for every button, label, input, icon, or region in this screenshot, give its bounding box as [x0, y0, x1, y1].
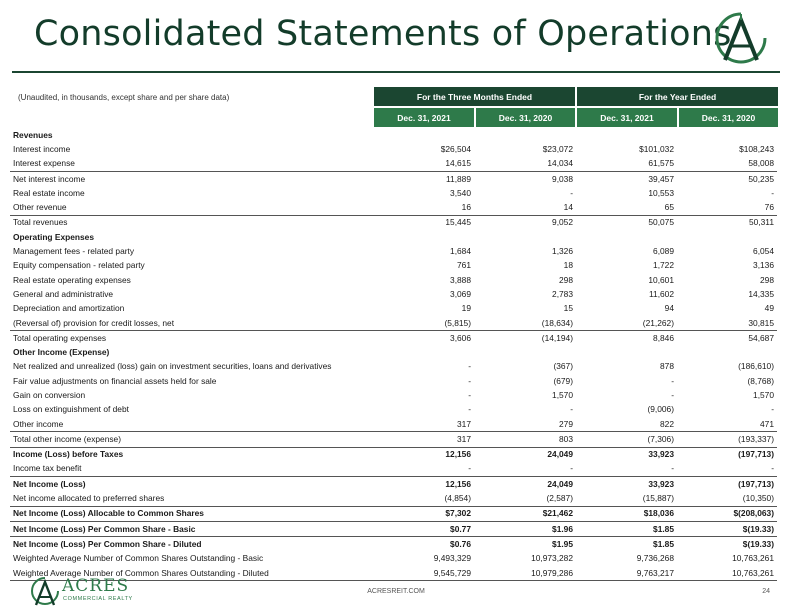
table-row [10, 522, 777, 537]
row-label: Net Income (Loss) [10, 477, 374, 492]
row-value: 14 [563, 202, 573, 213]
row-value: - [468, 404, 471, 415]
row-value: 9,736,268 [636, 553, 674, 564]
row-value: 317 [374, 432, 474, 447]
row-value: (15,887) [642, 493, 674, 504]
row-value: 298 [559, 274, 573, 285]
table-row [10, 388, 777, 402]
header-col-q-2020: Dec. 31, 2020 [476, 108, 575, 127]
row-value [474, 128, 576, 142]
table-row [10, 417, 777, 432]
table-row [10, 360, 777, 374]
row-label: Real estate operating expenses [13, 274, 131, 285]
row-value: 3,136 [753, 260, 774, 271]
row-value: (21,262) [642, 317, 674, 328]
table-row [10, 200, 777, 215]
row-value: 12,156 [374, 447, 474, 462]
row-value: 50,235 [677, 171, 777, 186]
row-label: Equity compensation - related party [13, 260, 145, 271]
row-value: - [671, 389, 674, 400]
row-label: Weighted Average Number of Common Shares Outstanding - Diluted [10, 566, 374, 581]
table-row [10, 142, 777, 156]
row-value: 10,601 [648, 274, 674, 285]
row-value: 54,687 [677, 331, 777, 346]
row-value: 11,889 [374, 171, 474, 186]
row-value [474, 345, 576, 359]
row-value: 8,846 [576, 331, 677, 346]
row-value [677, 230, 777, 244]
row-value: 10,763,261 [677, 566, 777, 581]
row-label: Total other income (expense) [10, 432, 374, 447]
row-value: 878 [660, 361, 674, 372]
row-value: 50,311 [677, 215, 777, 230]
row-value: - [468, 463, 471, 474]
row-label: Net Income (Loss) Per Common Share - Basic [10, 522, 374, 537]
row-label: Operating Expenses [13, 231, 94, 242]
row-label: Interest expense [13, 158, 75, 169]
row-label: Income (Loss) before Taxes [10, 447, 374, 462]
row-value: 298 [760, 274, 774, 285]
row-value: (7,306) [576, 432, 677, 447]
table-row [10, 157, 777, 172]
row-value: 1,570 [552, 389, 573, 400]
row-value: $1.85 [576, 537, 677, 552]
row-value [576, 345, 677, 359]
table-row [10, 171, 777, 186]
table-row [10, 552, 777, 566]
row-value: 10,979,286 [474, 566, 576, 581]
row-value: 24,049 [474, 447, 576, 462]
footer-brand-sub: COMMERCIAL REALTY [63, 596, 133, 602]
row-value: 65 [664, 202, 674, 213]
row-label: Net realized and unrealized (loss) gain on investment securities, loans and derivatives [13, 361, 332, 372]
row-label: Management fees - related party [13, 246, 135, 257]
header-three-months: For the Three Months Ended [374, 87, 575, 106]
row-value: $1.95 [474, 537, 576, 552]
row-value: - [468, 389, 471, 400]
row-value: (8,768) [747, 375, 774, 386]
table-row [10, 403, 777, 417]
row-value: (10,350) [742, 493, 774, 504]
row-value: - [468, 361, 471, 372]
row-value: (186,610) [738, 361, 774, 372]
row-value: 9,763,217 [576, 566, 677, 581]
row-value: 39,457 [576, 171, 677, 186]
row-value [474, 230, 576, 244]
row-value: $21,462 [474, 506, 576, 521]
row-value: 279 [559, 418, 573, 429]
row-value: (18,634) [541, 317, 573, 328]
row-value: 19 [461, 303, 471, 314]
row-value: 9,038 [474, 171, 576, 186]
row-value: 33,923 [576, 447, 677, 462]
row-value: 14,615 [445, 158, 471, 169]
row-value: (2,587) [546, 493, 573, 504]
row-value: 1,570 [753, 389, 774, 400]
row-value: 10,553 [648, 187, 674, 198]
row-value: (197,713) [677, 447, 777, 462]
row-value: (5,815) [444, 317, 471, 328]
row-label: Depreciation and amortization [13, 303, 125, 314]
row-value: 12,156 [374, 477, 474, 492]
row-value: (14,194) [474, 331, 576, 346]
table-row [10, 491, 777, 506]
row-value: $1.96 [474, 522, 576, 537]
row-value: - [570, 404, 573, 415]
row-value: $101,032 [639, 143, 674, 154]
row-value: $0.76 [374, 537, 474, 552]
row-value: 9,052 [474, 215, 576, 230]
row-label: Total operating expenses [10, 331, 374, 346]
footer-brand: ACRES [62, 576, 130, 596]
row-value: 6,054 [753, 246, 774, 257]
row-label: Other revenue [13, 202, 67, 213]
row-value: $(19.33) [677, 537, 777, 552]
table-row [10, 302, 777, 316]
row-value: 16 [461, 202, 471, 213]
row-label: Other Income (Expense) [13, 347, 110, 358]
row-label: Total revenues [10, 215, 374, 230]
row-value: 1,684 [450, 246, 471, 257]
row-value: 3,069 [450, 288, 471, 299]
row-value: $18,036 [576, 506, 677, 521]
table-row [10, 374, 777, 388]
row-value: 9,493,329 [433, 553, 471, 564]
row-value: - [771, 404, 774, 415]
row-label: Net interest income [10, 171, 374, 186]
acres-logo-icon [711, 10, 771, 66]
table-row [10, 462, 777, 477]
row-value: $7,302 [374, 506, 474, 521]
row-value [677, 128, 777, 142]
table-row [10, 259, 777, 273]
row-value: (367) [553, 361, 573, 372]
row-label: Income tax benefit [13, 463, 82, 474]
row-label: Net Income (Loss) Per Common Share - Diluted [10, 537, 374, 552]
operations-table [10, 128, 777, 581]
table-row [10, 215, 777, 230]
row-value: 471 [760, 418, 774, 429]
row-value [374, 345, 474, 359]
table-row [10, 506, 777, 521]
row-value: 14,034 [547, 158, 573, 169]
row-value: - [671, 375, 674, 386]
row-value: $(19.33) [677, 522, 777, 537]
footer-url: ACRESREIT.COM [367, 588, 425, 595]
row-value: 3,540 [450, 187, 471, 198]
row-value [576, 128, 677, 142]
row-value: - [771, 187, 774, 198]
row-value [374, 128, 474, 142]
header-year: For the Year Ended [577, 87, 778, 106]
table-row [10, 244, 777, 258]
row-value: 15 [563, 303, 573, 314]
row-value: 10,973,282 [531, 553, 573, 564]
row-value: 2,783 [552, 288, 573, 299]
table-row [10, 331, 777, 346]
row-value [374, 230, 474, 244]
row-value: 317 [457, 418, 471, 429]
table-row [10, 230, 777, 244]
row-label: Net Income (Loss) Allocable to Common Shares [10, 506, 374, 521]
table-row [10, 186, 777, 200]
table-row [10, 477, 777, 492]
row-value: 50,075 [576, 215, 677, 230]
row-value: 3,606 [374, 331, 474, 346]
table-row [10, 316, 777, 331]
row-label: Interest income [13, 143, 71, 154]
row-value: 58,008 [748, 158, 774, 169]
row-value: - [771, 463, 774, 474]
row-value: 33,923 [576, 477, 677, 492]
row-value: - [570, 463, 573, 474]
row-value: $108,243 [739, 143, 774, 154]
row-value: 30,815 [748, 317, 774, 328]
row-value: - [671, 463, 674, 474]
row-value: 6,089 [653, 246, 674, 257]
row-value: (193,337) [677, 432, 777, 447]
row-value: 76 [764, 202, 774, 213]
header-col-y-2020: Dec. 31, 2020 [679, 108, 778, 127]
row-value: $26,504 [440, 143, 471, 154]
row-value [576, 230, 677, 244]
row-value: 10,763,261 [732, 553, 774, 564]
row-value: 15,445 [374, 215, 474, 230]
row-value: 18 [563, 260, 573, 271]
table-row [10, 432, 777, 447]
row-label: Loss on extinguishment of debt [13, 404, 129, 415]
row-value: 1,326 [552, 246, 573, 257]
row-label: General and administrative [13, 288, 114, 299]
row-value: - [468, 375, 471, 386]
header-col-q-2021: Dec. 31, 2021 [374, 108, 474, 127]
table-row [10, 273, 777, 287]
row-label: Net income allocated to preferred shares [13, 493, 165, 504]
row-value: 11,602 [649, 288, 674, 299]
row-label: Revenues [13, 129, 53, 140]
row-value: $0.77 [374, 522, 474, 537]
table-row [10, 128, 777, 142]
row-value: - [570, 187, 573, 198]
row-value: $23,072 [542, 143, 573, 154]
row-value: (679) [553, 375, 573, 386]
row-value [677, 345, 777, 359]
table-row [10, 537, 777, 552]
row-value: 49 [764, 303, 774, 314]
table-row [10, 287, 777, 301]
title-divider [12, 71, 780, 73]
row-label: Gain on conversion [13, 389, 86, 400]
row-value: 761 [457, 260, 471, 271]
row-value: 14,335 [748, 288, 774, 299]
row-label: (Reversal of) provision for credit losses, net [13, 317, 175, 328]
row-value: 94 [664, 303, 674, 314]
row-value: 61,575 [648, 158, 674, 169]
row-value: 803 [474, 432, 576, 447]
page-number: 24 [762, 588, 770, 595]
row-value: 3,888 [450, 274, 471, 285]
row-value: 9,545,729 [374, 566, 474, 581]
row-value: (4,854) [444, 493, 471, 504]
row-label: Weighted Average Number of Common Shares Outstanding - Basic [13, 553, 264, 564]
row-value: 822 [660, 418, 674, 429]
row-label: Real estate income [13, 187, 85, 198]
row-label: Other income [13, 418, 64, 429]
row-value: $(208,063) [677, 506, 777, 521]
row-value: 1,722 [653, 260, 674, 271]
row-label: Fair value adjustments on financial assets held for sale [13, 375, 217, 386]
units-note: (Unaudited, in thousands, except share and per share data) [18, 93, 230, 102]
table-row [10, 345, 777, 359]
row-value: $1.85 [576, 522, 677, 537]
page-title: Consolidated Statements of Operations [34, 14, 732, 54]
row-value: (9,006) [647, 404, 674, 415]
row-value: (197,713) [677, 477, 777, 492]
table-row [10, 447, 777, 462]
header-col-y-2021: Dec. 31, 2021 [577, 108, 677, 127]
row-value: 24,049 [474, 477, 576, 492]
